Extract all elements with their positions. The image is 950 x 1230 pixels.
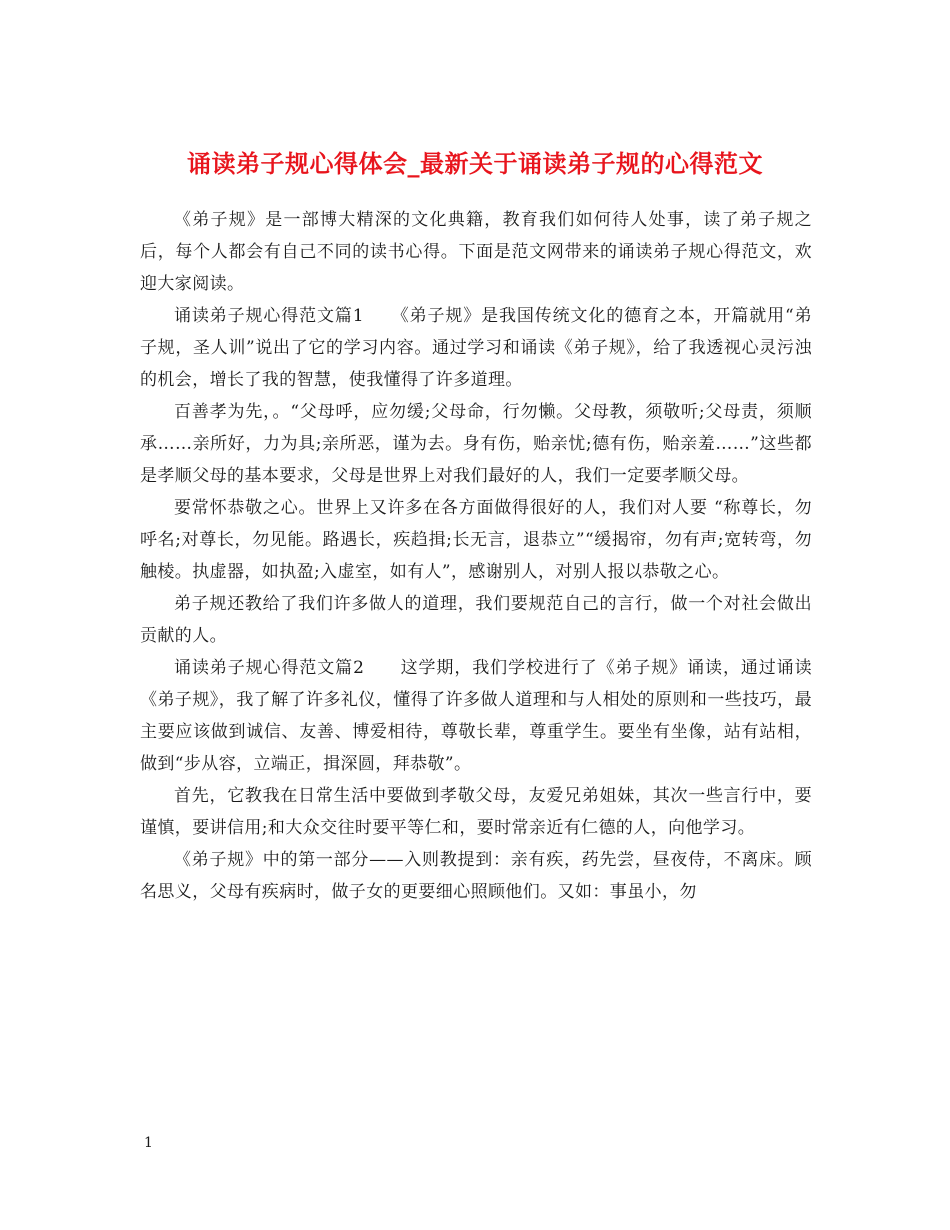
paragraph-filial-piety: 百善孝为先，。“父母呼，应勿缓;父母命，行勿懒。父母教，须敬听;父母责，须顺承……亲所好，力为具;亲所恶，谨为去。身有伤，贻亲忧;德有伤，贻亲羞……”这些都是孝顺父母的基本要求，父母是世界上对我们最好的人，我们一定要孝顺父母。: [140, 402, 812, 486]
paragraph-conduct: 弟子规还教给了我们许多做人的道理，我们要规范自己的言行，做一个对社会做出贡献的人。: [140, 594, 812, 646]
page-number: 1: [144, 1135, 153, 1151]
paragraph-essay-2: 诵读弟子规心得范文篇2 这学期，我们学校进行了《弟子规》诵读，通过诵读《弟子规》，我了解了许多礼仪，懂得了许多做人道理和与人相处的原则和一些技巧，最主要应该做到诚信、友善、博爱相待，尊敬长辈，尊重学生。要坐有坐像，站有站相，做到“步从容，立端正，揖深圆，拜恭敬”。: [140, 658, 812, 774]
paragraph-intro: 《弟子规》是一部博大精深的文化典籍，教育我们如何待人处事，读了弟子规之后，每个人都会有自己不同的读书心得。下面是范文网带来的诵读弟子规心得范文，欢迎大家阅读。: [140, 210, 812, 294]
paragraph-daily-life: 首先，它教我在日常生活中要做到孝敬父母，友爱兄弟姐妹，其次一些言行中，要谨慎，要讲信用;和大众交往时要平等仁和，要时常亲近有仁德的人，向他学习。: [140, 786, 812, 838]
paragraph-ru-ze-jiao: 《弟子规》中的第一部分——入则教提到：亲有疾，药先尝，昼夜侍，不离床。顾名思义，父母有疾病时，做子女的更要细心照顾他们。又如：事虽小，勿: [140, 850, 812, 902]
paragraph-respect: 要常怀恭敬之心。世界上又许多在各方面做得很好的人，我们对人要 “称尊长，勿呼名;对尊长，勿见能。路遇长，疾趋揖;长无言，退恭立”“缓揭帘，勿有声;宽转弯，勿触棱。执虚器，如执盈;入虚室，如有人”，感谢别人，对别人报以恭敬之心。: [140, 498, 812, 582]
document-body: [140, 204, 812, 908]
paragraph-essay-1: 诵读弟子规心得范文篇1 《弟子规》是我国传统文化的德育之本，开篇就用“弟子规，圣人训”说出了它的学习内容。通过学习和诵读《弟子规》，给了我透视心灵污浊的机会，增长了我的智慧，使我懂得了许多道理。: [140, 306, 812, 390]
document-title: 诵读弟子规心得体会_最新关于诵读弟子规的心得范文: [187, 150, 763, 179]
